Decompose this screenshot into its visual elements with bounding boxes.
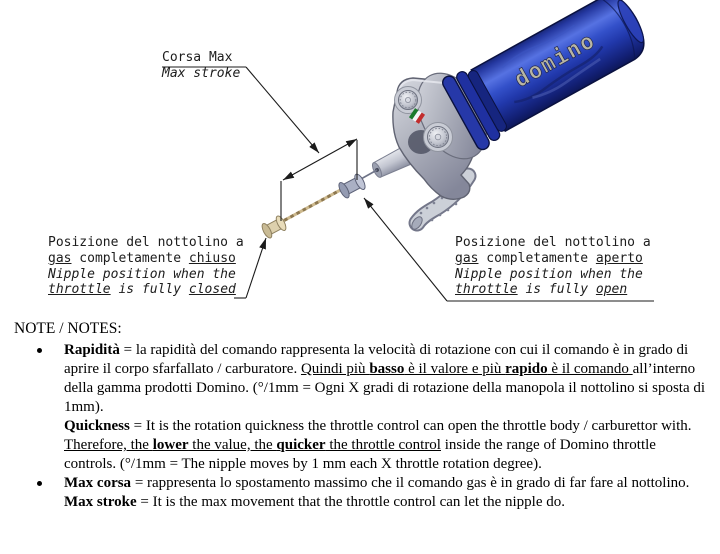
note-rapidita [14, 341, 714, 474]
corsa-leader-line [246, 67, 319, 153]
note-max-stroke-english: Max stroke = It is the max movement that the throttle control can let the nipple do. [64, 494, 565, 510]
housing-screw-top [395, 87, 422, 114]
note-max-corsa [14, 474, 714, 512]
notes-section [14, 319, 714, 512]
note-max-corsa-italian: Max corsa = rappresenta lo spostamento massimo che il comando gas è in grado di far fare al nottolino. [64, 475, 690, 491]
corsa-max-label-en: Max stroke [162, 65, 241, 81]
bullet-icon [37, 481, 42, 486]
closed-leader-line [246, 238, 266, 298]
nipple-open-label: Posizione del nottolino a gas completamente aperto Nipple position when the throttle is fully open [455, 235, 651, 298]
corsa-max-label [162, 50, 240, 82]
grip-brand-text: domino [510, 28, 601, 93]
corsa-max-label-it: Corsa Max [162, 50, 233, 65]
note-quickness-english: Quickness = It is the rotation quickness the throttle control can open the throttle body / carburettor with. Therefore, the lower the value, the quicker the throttle control inside the range of Domino throttle controls. (°/1mm = The nipple moves by 1 mm each X throttle rotation degree). [64, 418, 692, 472]
housing-screw-bottom [424, 123, 453, 152]
nipple-closed-label: Posizione del nottolino a gas completamente chiuso Nipple position when the throttle is fully closed [48, 235, 244, 298]
max-stroke-dimension-line [283, 139, 357, 180]
note-rapidita-italian: Rapidità = la rapidità del comando rappresenta la velocità di rotazione con cui il comando è in grado di aprire il corpo sfarfallato / carburatore. Quindi più basso è il valore e più rapido è il comando all’interno della gamma prodotti Domino. (°/1mm = Ogni X gradi di rotazione della manopola il nottolino si sposta di 1mm). [64, 342, 706, 415]
nipple-open [337, 173, 367, 200]
nipple-closed [260, 215, 288, 240]
bullet-icon [37, 348, 42, 353]
throttle-grip [440, 0, 656, 152]
notes-heading: NOTE / NOTES: [14, 320, 122, 337]
